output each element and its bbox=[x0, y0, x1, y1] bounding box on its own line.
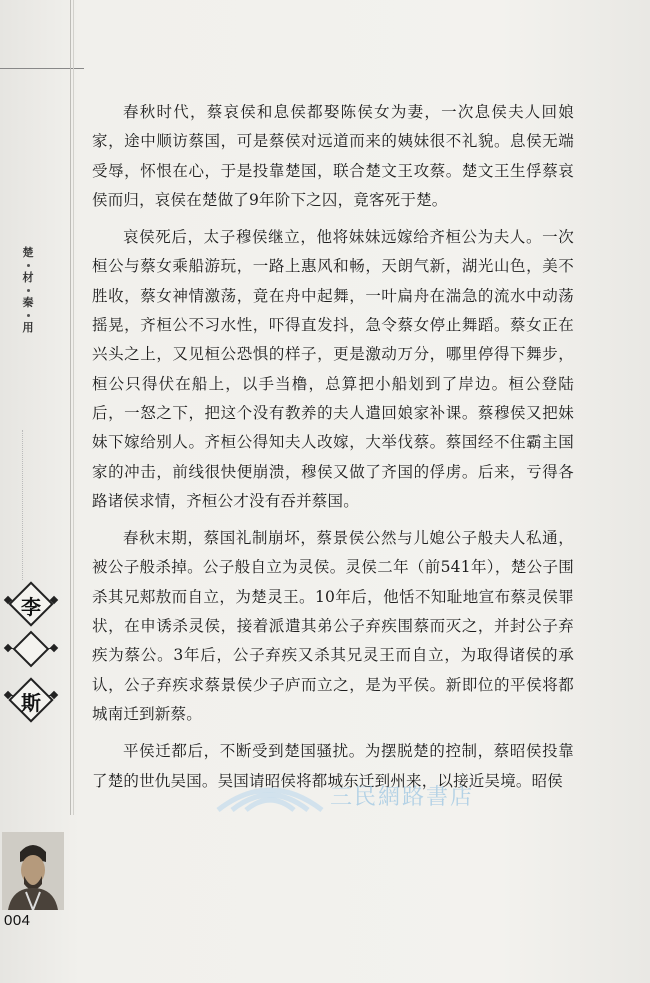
series-char: 材 bbox=[22, 271, 34, 284]
series-char: 楚 bbox=[22, 246, 34, 259]
paragraph: 平侯迁都后，不断受到楚国骚扰。为摆脱楚的控制，蔡昭侯投靠了楚的世仇吴国。吴国请昭侯将都城东迁到州来，以接近吴境。昭侯 bbox=[92, 742, 574, 790]
side-decoration bbox=[22, 430, 39, 580]
margin-vertical-line-inner bbox=[73, 0, 74, 815]
margin-vertical-line bbox=[70, 0, 71, 815]
paragraph: 春秋时代，蔡哀侯和息侯都娶陈侯女为妻，一次息侯夫人回娘家，途中顺访蔡国，可是蔡侯对远道而来的姨妹很不礼貌。息侯无端受辱，怀恨在心，于是投靠楚国，联合楚文王攻蔡。楚文王生俘蔡哀侯而归，哀侯在楚做了9年阶下之囚，竟客死于楚。 bbox=[92, 103, 574, 209]
badge-char: 斯 bbox=[21, 691, 41, 715]
name-badge-li bbox=[8, 584, 54, 624]
badge-char: 李 bbox=[21, 595, 41, 619]
paragraph: 春秋末期，蔡国礼制崩坏，蔡景侯公然与儿媳公子般夫人私通，被公子般杀掉。公子般自立为灵侯。灵侯二年（前541年），楚公子围杀其兄郏敖而自立，为楚灵王。10年后，他恬不知耻地宣布蔡灵侯罪状，在申诱杀灵侯，接着派遣其弟公子弃疾围蔡而灭之，并封公子弃疾为蔡公。3年后，公子弃疾又杀其兄灵王而自立，为取得诸侯的承认，公子弃疾求蔡景侯少子庐而立之，是为平侯。新即位的平侯将都城南迁到新蔡。 bbox=[92, 529, 574, 723]
portrait-image bbox=[2, 832, 64, 910]
page-number: 004 bbox=[4, 912, 31, 929]
watermark bbox=[210, 774, 530, 814]
paragraph: 哀侯死后，太子穆侯继立，他将妹妹远嫁给齐桓公为夫人。一次桓公与蔡女乘船游玩，一路上惠风和畅，天朗气新，湖光山色，美不胜收，蔡女神情激荡，竟在舟中起舞，一叶扁舟在湍急的流水中动荡摇晃，齐桓公不习水性，吓得直发抖，急令蔡女停止舞蹈。蔡女正在兴头之上，又见桓公恐惧的样子，更是激动万分，哪里停得下舞步，桓公只得伏在船上，以手当橹，总算把小船划到了岸边。桓公登陆后，一怒之下，把这个没有教养的夫人遣回娘家补课。蔡穆侯又把妹妹下嫁给别人。齐桓公得知夫人改嫁，大举伐蔡。蔡国经不住霸主国家的冲击，前线很快便崩溃，穆侯又做了齐国的俘虏。后来，亏得各路诸侯求情，齐桓公才没有吞并蔡国。 bbox=[92, 228, 574, 510]
watermark-text: 三民網路書店 bbox=[330, 785, 475, 810]
body-text bbox=[92, 98, 574, 804]
margin-top-rule bbox=[0, 68, 84, 69]
series-char: 用 bbox=[22, 321, 34, 334]
name-badge-si bbox=[8, 680, 54, 720]
watermark-logo-icon bbox=[210, 774, 330, 814]
series-title bbox=[16, 242, 40, 339]
series-char: 秦 bbox=[22, 296, 34, 309]
